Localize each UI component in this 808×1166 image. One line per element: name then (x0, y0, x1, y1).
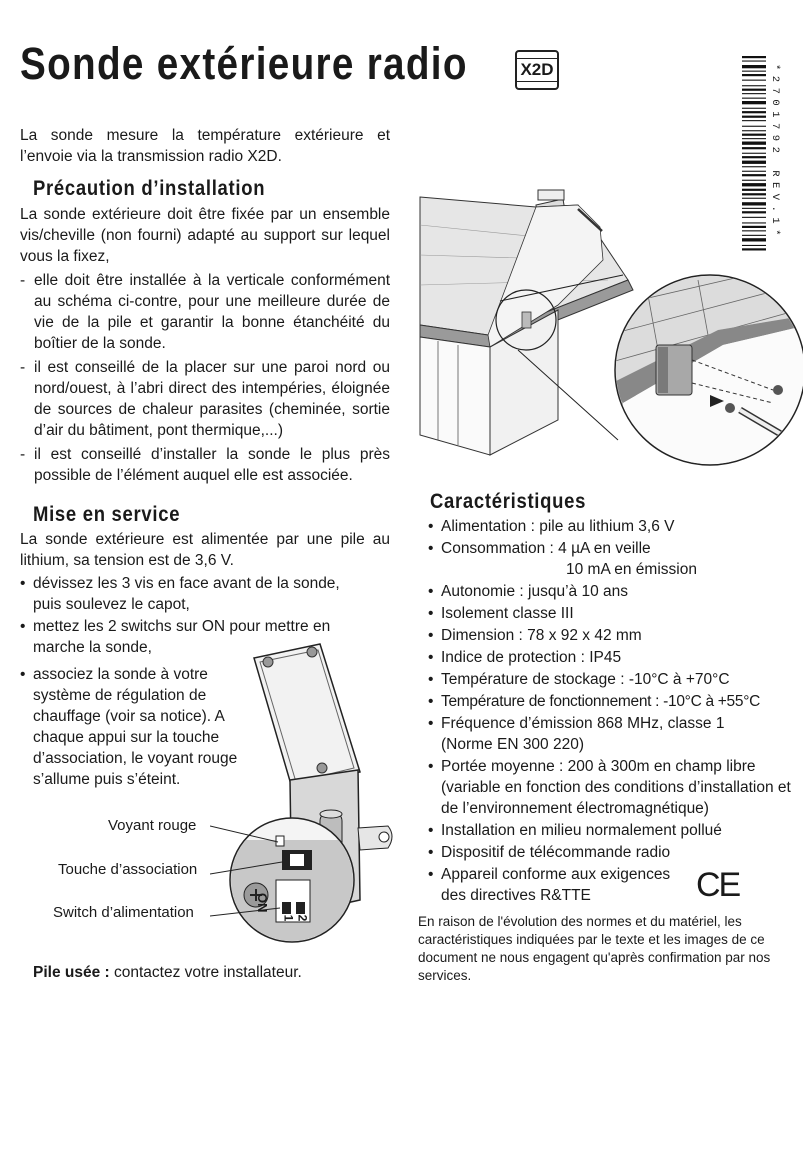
consommation-line2: 10 mA en émission (566, 561, 697, 578)
list-item: • Dispositif de télécommande radio (428, 842, 793, 863)
list-item: - elle doit être installée à la verticale conformément au schéma ci-contre, pour une meilleure durée de vie de la pile et garantir la bonne étanchéité du boîtier de la sonde. (20, 270, 390, 354)
ce-mark: CE (696, 866, 740, 904)
list-item: • associez la sonde à votre système de régulation de chauffage (voir sa notice). A chaque appui sur la touche d’association, le voyant rouge s’allume puis s’éteint. (20, 664, 252, 790)
disclaimer: En raison de l'évolution des normes et du matériel, les caractéristiques indiquées par le texte et les images de ce document ne nous engagent qu'après confirmation par nos services. (418, 914, 771, 983)
list-item: • Autonomie : jusqu’à 10 ans (428, 581, 793, 602)
switch-1-label: 1 (281, 914, 296, 922)
list-item: • Température de fonctionnement : -10°C à +55°C (428, 691, 793, 712)
label-voyant: Voyant rouge (108, 817, 197, 834)
mise-intro: La sonde extérieure est alimentée par une pile au lithium, sa tension est de 3,6 V. (20, 531, 390, 569)
pile-usee (33, 962, 302, 983)
precaution-heading: Précaution d’installation (33, 177, 266, 200)
list-item: • Alimentation : pile au lithium 3,6 V (428, 516, 793, 537)
device-illustration (210, 640, 410, 950)
switch-on-label: ON (255, 893, 270, 913)
list-item: - il est conseillé d’installer la sonde le plus près possible de l’élément auquel elle est associée. (20, 444, 390, 486)
consommation-line1: Consommation : 4 µA en veille (441, 540, 651, 557)
switch-2-label: 2 (295, 914, 310, 922)
caracteristiques-heading: Caractéristiques (430, 490, 587, 513)
pile-label: Pile usée : (33, 964, 110, 981)
intro-text: La sonde mesure la température extérieure et l’envoie via la transmission radio X2D. (20, 127, 390, 165)
list-item: • mettez les 2 switchs sur ON pour mettre en marche la sonde, (20, 616, 365, 658)
list-item: • Dimension : 78 x 92 x 42 mm (428, 625, 793, 646)
list-item (428, 538, 793, 580)
page-title: Sonde extérieure radio (20, 38, 468, 89)
mise-heading: Mise en service (33, 503, 181, 526)
list-item: • Isolement classe III (428, 603, 793, 624)
list-item: • Portée moyenne : 200 à 300m en champ libre (variable en fonction des conditions d’installation et de l’environnement électromagnétique) (428, 756, 793, 819)
list-item: • Indice de protection : IP45 (428, 647, 793, 668)
precaution-intro: La sonde extérieure doit être fixée par un ensemble vis/cheville (non fourni) adapté au support sur lequel vous la fixez, (20, 206, 390, 265)
label-switch: Switch d’alimentation (53, 904, 194, 921)
caracteristiques-list (428, 516, 793, 907)
list-item: • dévissez les 3 vis en face avant de la sonde, puis soulevez le capot, (20, 573, 365, 615)
house-illustration (418, 185, 803, 470)
x2d-badge (515, 50, 559, 90)
list-item: - il est conseillé de la placer sur une paroi nord ou nord/ouest, à l’abri direct des intempéries, éloignée de sources de chaleur parasites (cheminée, sortie d’air du bâtiment, pont thermique,...) (20, 357, 390, 441)
pile-text: contactez votre installateur. (109, 964, 302, 981)
barcode-text: *2701792 REV.1* (769, 64, 781, 242)
list-item: • Température de stockage : -10°C à +70°C (428, 669, 793, 690)
precaution-section (20, 204, 390, 489)
x2d-badge-label: X2D (516, 58, 557, 82)
list-item: • Appareil conforme aux exigences des directives R&TTE (428, 864, 686, 906)
list-item: • Fréquence d’émission 868 MHz, classe 1 (Norme EN 300 220) (428, 713, 761, 755)
list-item: • Installation en milieu normalement pollué (428, 820, 793, 841)
label-touche: Touche d’association (58, 861, 198, 878)
